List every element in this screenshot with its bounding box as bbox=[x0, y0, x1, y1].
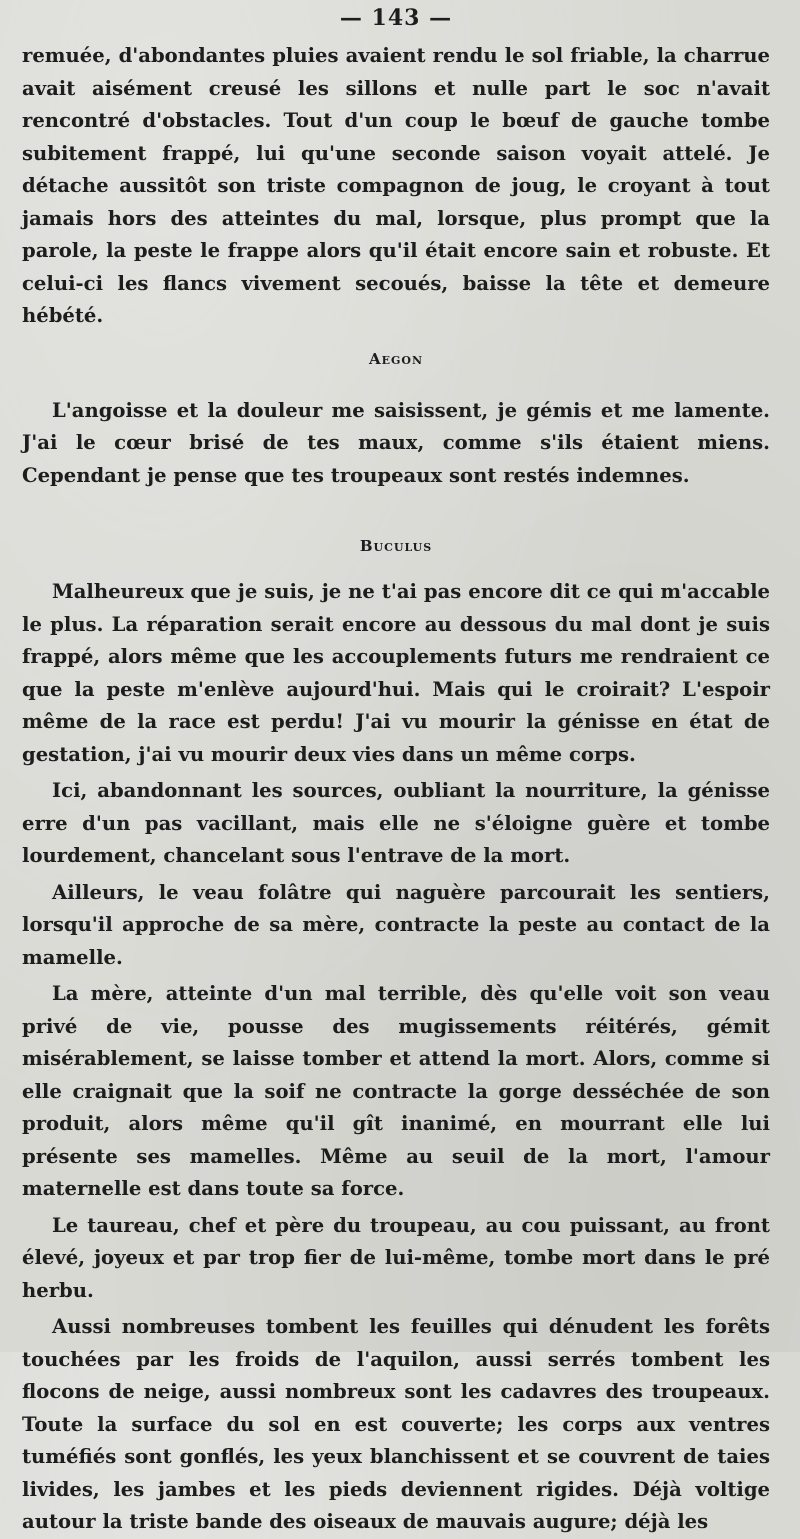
buculus-paragraph: Le taureau, chef et père du troupeau, au cou puissant, au front élevé, joyeux et par trop fier de lui-même, tombe mort dans le pré herbu. bbox=[22, 1213, 770, 1302]
buculus-paragraph: Ailleurs, le veau folâtre qui naguère parcourait les sentiers, lorsqu'il approche de sa mère, contracte la peste au contact de la mamelle. bbox=[22, 880, 770, 969]
buculus-paragraph: La mère, atteinte d'un mal terrible, dès qu'elle voit son veau privé de vie, pousse des mugissements réitérés, gémit misérablement, se laisse tomber et attend la mort. Alors, comme si elle craignait que la soif ne contracte la gorge desséchée de son produit, alors même qu'il gît inanimé, en mourrant elle lui présente ses mamelles. Même au seuil de la mort, l'amour maternelle est dans toute sa force. bbox=[22, 982, 770, 1200]
page-number: — 143 — bbox=[339, 5, 453, 31]
buculus-paragraph: Malheureux que je suis, je ne t'ai pas encore dit ce qui m'accable le plus. La réparation serait encore au dessous du mal dont je suis frappé, alors même que les accouplements futurs me rendraient ce que la peste m'enlève aujourd'hui. Mais qui le croirait? L'espoir même de la race est perdu! J'ai vu mourir la génisse en état de gestation, j'ai vu mourir deux vies dans un même corps. bbox=[22, 580, 770, 766]
speaker-heading-aegon: Aegon bbox=[368, 349, 424, 368]
intro-paragraph: remuée, d'abondantes pluies avaient rendu le sol friable, la charrue avait aisément creusé les sillons et nulle part le soc n'avait rencontré d'obstacles. Tout d'un coup le bœuf de gauche tombe subitement frappé, lui qu'une seconde saison voyait attelé. Je détache aussitôt son triste compagnon de joug, le croyant à tout jamais hors des atteintes du mal, lorsque, plus prompt que la parole, la peste le frappe alors qu'il était encore sain et robuste. Et celui-ci les flancs vivement secoués, baisse la tête et demeure hébété. bbox=[22, 44, 770, 327]
buculus-paragraph: Ici, abandonnant les sources, oubliant la nourriture, la génisse erre d'un pas vacillant, mais elle ne s'éloigne guère et tombe lourdement, chancelant sous l'entrave de la mort. bbox=[22, 779, 770, 867]
speaker-heading-buculus: Buculus bbox=[359, 537, 433, 555]
buculus-paragraph: Aussi nombreuses tombent les feuilles qui dénudent les forêts touchées par les froids de l'aquilon, aussi serrés tombent les flocons de neige, aussi nombreux sont les cadavres des troupeaux. Toute la surface du sol en est couverte; les corps aux ventres tuméfiés sont gonflés, les yeux blanchissent et se couvrent de taies livides, les jambes et les pieds deviennent rigides. Déjà voltige autour la triste bande des oiseaux de mauvais augure; déjà les bbox=[22, 1315, 770, 1533]
aegon-paragraph: L'angoisse et la douleur me saisissent, je gémis et me lamente. J'ai le cœur brisé de tes maux, comme s'ils étaient miens. Cependant je pense que tes troupeaux sont restés indemnes. bbox=[22, 398, 770, 487]
